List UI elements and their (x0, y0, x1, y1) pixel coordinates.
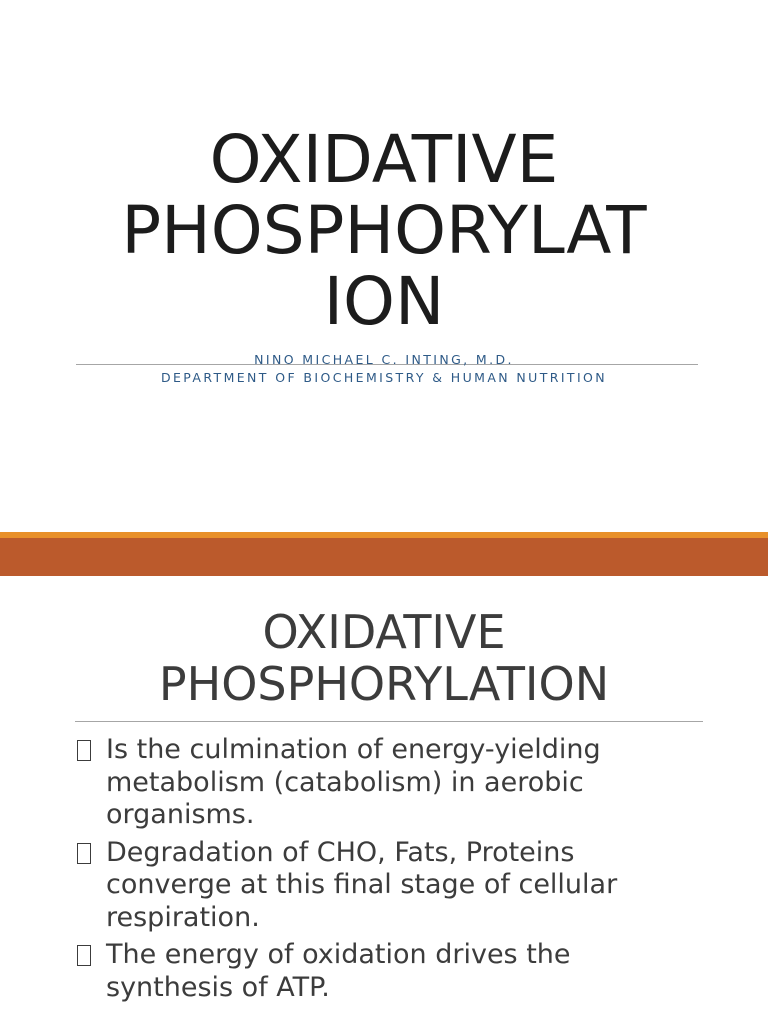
bullet-item (76, 734, 706, 832)
divider-band (0, 538, 768, 576)
bullet-text: Degradation of CHO, Fats, Proteins converge at this final stage of cellular respiration. (106, 836, 618, 933)
author-department: DEPARTMENT OF BIOCHEMISTRY & HUMAN NUTRITION (160, 370, 608, 385)
missing-glyph-box-icon (77, 740, 91, 761)
title-line-2: PHOSPHORYLAT (121, 192, 647, 269)
heading-divider-rule (75, 721, 703, 722)
bullet-text: The energy of oxidation drives the synthesis of ATP. (106, 939, 571, 1003)
bullet-item (76, 837, 706, 935)
missing-glyph-box-icon (77, 945, 91, 966)
content-slide (0, 576, 768, 1024)
heading-line-2: PHOSPHORYLATION (158, 657, 610, 711)
title-line-3: ION (323, 263, 445, 340)
author-name: NINO MICHAEL C. INTING, M.D. (254, 352, 514, 367)
title-slide-subtitle (60, 351, 708, 387)
bullet-item (76, 939, 706, 1004)
title-line-1: OXIDATIVE (209, 121, 559, 198)
content-slide-heading (60, 606, 708, 710)
missing-glyph-box-icon (77, 843, 91, 864)
title-slide-heading (60, 121, 708, 340)
bullet-list (76, 734, 706, 1009)
heading-line-1: OXIDATIVE (262, 605, 506, 659)
bullet-text: Is the culmination of energy-yielding metabolism (catabolism) in aerobic organisms. (106, 734, 601, 830)
